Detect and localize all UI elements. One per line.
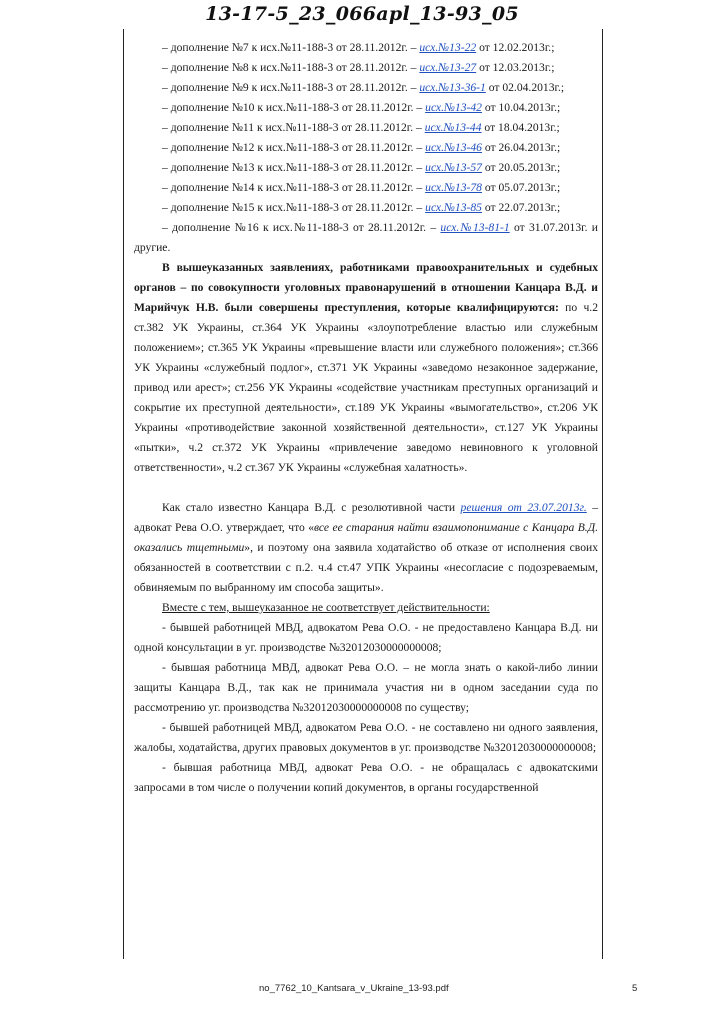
supplement-text: – дополнение №12 к исх.№11-188-3 от 28.11.2012г. – — [162, 141, 426, 154]
supplement-text: – дополнение №9 к исх.№11-188-3 от 28.11.2012г. – — [162, 81, 420, 94]
list-item: - бывшая работница МВД, адвокат Рева О.О. – не могла знать о какой-либо линии защиты Канцара В.Д., так как не принимала участия ни в одном заседании суда по рассмотрению уг. производства №32012030000000008 по существу; — [134, 661, 598, 714]
contrary-text: Вместе с тем, вышеуказанное не соответствует действительности: — [162, 601, 490, 614]
list-item: - бывшей работницей МВД, адвокатом Рева О.О. - не предоставлено Канцара В.Д. ни одной консультации в уг. производстве №32012030000000008; — [134, 621, 598, 654]
statement-text: – адвокат Рева О.О. утверждает, что « — [134, 501, 598, 534]
contrary-heading — [134, 598, 598, 618]
supplement-text: – дополнение №13 к исх.№11-188-3 от 28.11.2012г. – — [162, 161, 426, 174]
reference-link[interactable]: исх.№13-85 — [425, 201, 482, 214]
supplement-item — [134, 158, 598, 178]
points-list — [134, 618, 598, 798]
statement-text: », и поэтому она заявила ходатайство об отказе от исполнения своих обязанностей в соответствии с п.2. ч.4 ст.47 УПК Украины «несогласие с подозреваемым, обвиняемым по выбранному им способа защиты». — [134, 541, 598, 594]
reference-link[interactable]: исх.№13-46 — [425, 141, 482, 154]
page-number: 5 — [632, 983, 638, 994]
left-margin-rule — [123, 29, 124, 959]
supplement-text: – дополнение №16 к исх.№11-188-3 от 28.11.2012г. – — [162, 221, 441, 234]
supplement-date: от 22.07.2013г.; — [481, 201, 561, 214]
supplement-item — [134, 198, 598, 218]
supplement-text: – дополнение №10 к исх.№11-188-3 от 28.11.2012г. – — [162, 101, 426, 114]
reference-link[interactable]: исх.№13-78 — [425, 181, 482, 194]
right-margin-rule — [602, 29, 603, 959]
supplement-item — [134, 38, 598, 58]
reference-link[interactable]: исх.№13-22 — [419, 41, 477, 54]
reference-link[interactable]: исх.№13-36-1 — [419, 81, 486, 94]
decision-link[interactable]: решения от 23.07.2013г. — [460, 501, 587, 514]
reference-link[interactable]: исх.№13-81-1 — [440, 221, 510, 234]
supplement-date: от 12.03.2013г.; — [476, 61, 555, 74]
list-item: - бывшей работницей МВД, адвокатом Рева О.О. - не составлено ни одного заявления, жалобы, ходатайства, других правовых документов в уг. производстве №32012030000000008; — [134, 721, 598, 754]
reference-link[interactable]: исх.№13-42 — [425, 101, 482, 114]
supplement-date: от 26.04.2013г.; — [481, 141, 561, 154]
reference-link[interactable]: исх.№13-27 — [419, 61, 477, 74]
qualification-articles-text: по ч.2 ст.382 УК Украины, ст.364 УК Украины «злоупотребление властью или служебным положением»; ст.365 УК Украины «превышение власти или служебного положения»; ст.366 УК Украины «служебный подлог», ст.371 УК Украины «заведомо незаконное задержание, привод или арест»; ст.256 УК Украины «содействие участникам преступных организаций и сокрытие их преступной деятельности», ст.189 УК Украины «вымогательство», ст.206 УК Украины «противодействие законной хозяйственной деятельности», ст.127 УК Украины «пытки», ч.2 ст.372 УК Украины «привлечение заведомо невиновного к уголовной ответственности», ч.2 ст.367 УК Украины «служебная халатность». — [134, 301, 598, 474]
footer-filename: no_7762_10_Kantsara_v_Ukraine_13-93.pdf — [259, 983, 449, 994]
supplement-item — [134, 178, 598, 198]
supplement-item — [134, 138, 598, 158]
supplement-date: от 18.04.2013г.; — [481, 121, 560, 134]
statement-text: Как стало известно Канцара В.Д. с резолютивной части — [162, 501, 461, 514]
statement-quote: все ее старания найти взаимопонимание с Канцара В.Д. оказались тщетными — [134, 521, 598, 554]
supplement-text: – дополнение №11 к исх.№11-188-3 от 28.11.2012г. – — [162, 121, 425, 134]
supplement-item — [134, 78, 598, 98]
supplement-date: от 20.05.2013г.; — [481, 161, 561, 174]
reference-link[interactable]: исх.№13-57 — [425, 161, 482, 174]
qualification-bold-text: В вышеуказанных заявлениях, работниками правоохранительных и судебных органов – по совокупности уголовных правонарушений в отношении Канцара В.Д. и Марийчук Н.В. были совершены преступления, которые квалифицируются: — [134, 261, 598, 314]
statement-paragraph — [134, 498, 598, 598]
supplement-item — [134, 58, 598, 78]
document-header-title: 13-17-5_23_066apl_13-93_05 — [205, 3, 519, 25]
reference-link[interactable]: исх.№13-44 — [424, 121, 482, 134]
paragraph-gap — [134, 478, 598, 498]
supplement-date: от 02.04.2013г.; — [485, 81, 565, 94]
document-body — [134, 38, 598, 798]
supplement-date: от 12.02.2013г.; — [476, 41, 555, 54]
supplement-text: – дополнение №14 к исх.№11-188-3 от 28.11.2012г. – — [162, 181, 426, 194]
supplement-text: – дополнение №8 к исх.№11-188-3 от 28.11.2012г. – — [162, 61, 420, 74]
list-item: - бывшая работница МВД, адвокат Рева О.О. - не обращалась с адвокатскими запросами в том числе о получении копий документов, в органы государственной — [134, 761, 598, 794]
supplement-date: от 31.07.2013г. и другие. — [134, 221, 598, 254]
supplement-item — [134, 118, 598, 138]
supplement-text: – дополнение №7 к исх.№11-188-3 от 28.11.2012г. – — [162, 41, 420, 54]
supplement-text: – дополнение №15 к исх.№11-188-3 от 28.11.2012г. – — [162, 201, 426, 214]
qualification-paragraph — [134, 258, 598, 478]
supplement-item — [134, 218, 598, 258]
supplement-date: от 05.07.2013г.; — [481, 181, 561, 194]
supplement-date: от 10.04.2013г.; — [481, 101, 561, 114]
supplement-list — [134, 38, 598, 258]
supplement-item — [134, 98, 598, 118]
